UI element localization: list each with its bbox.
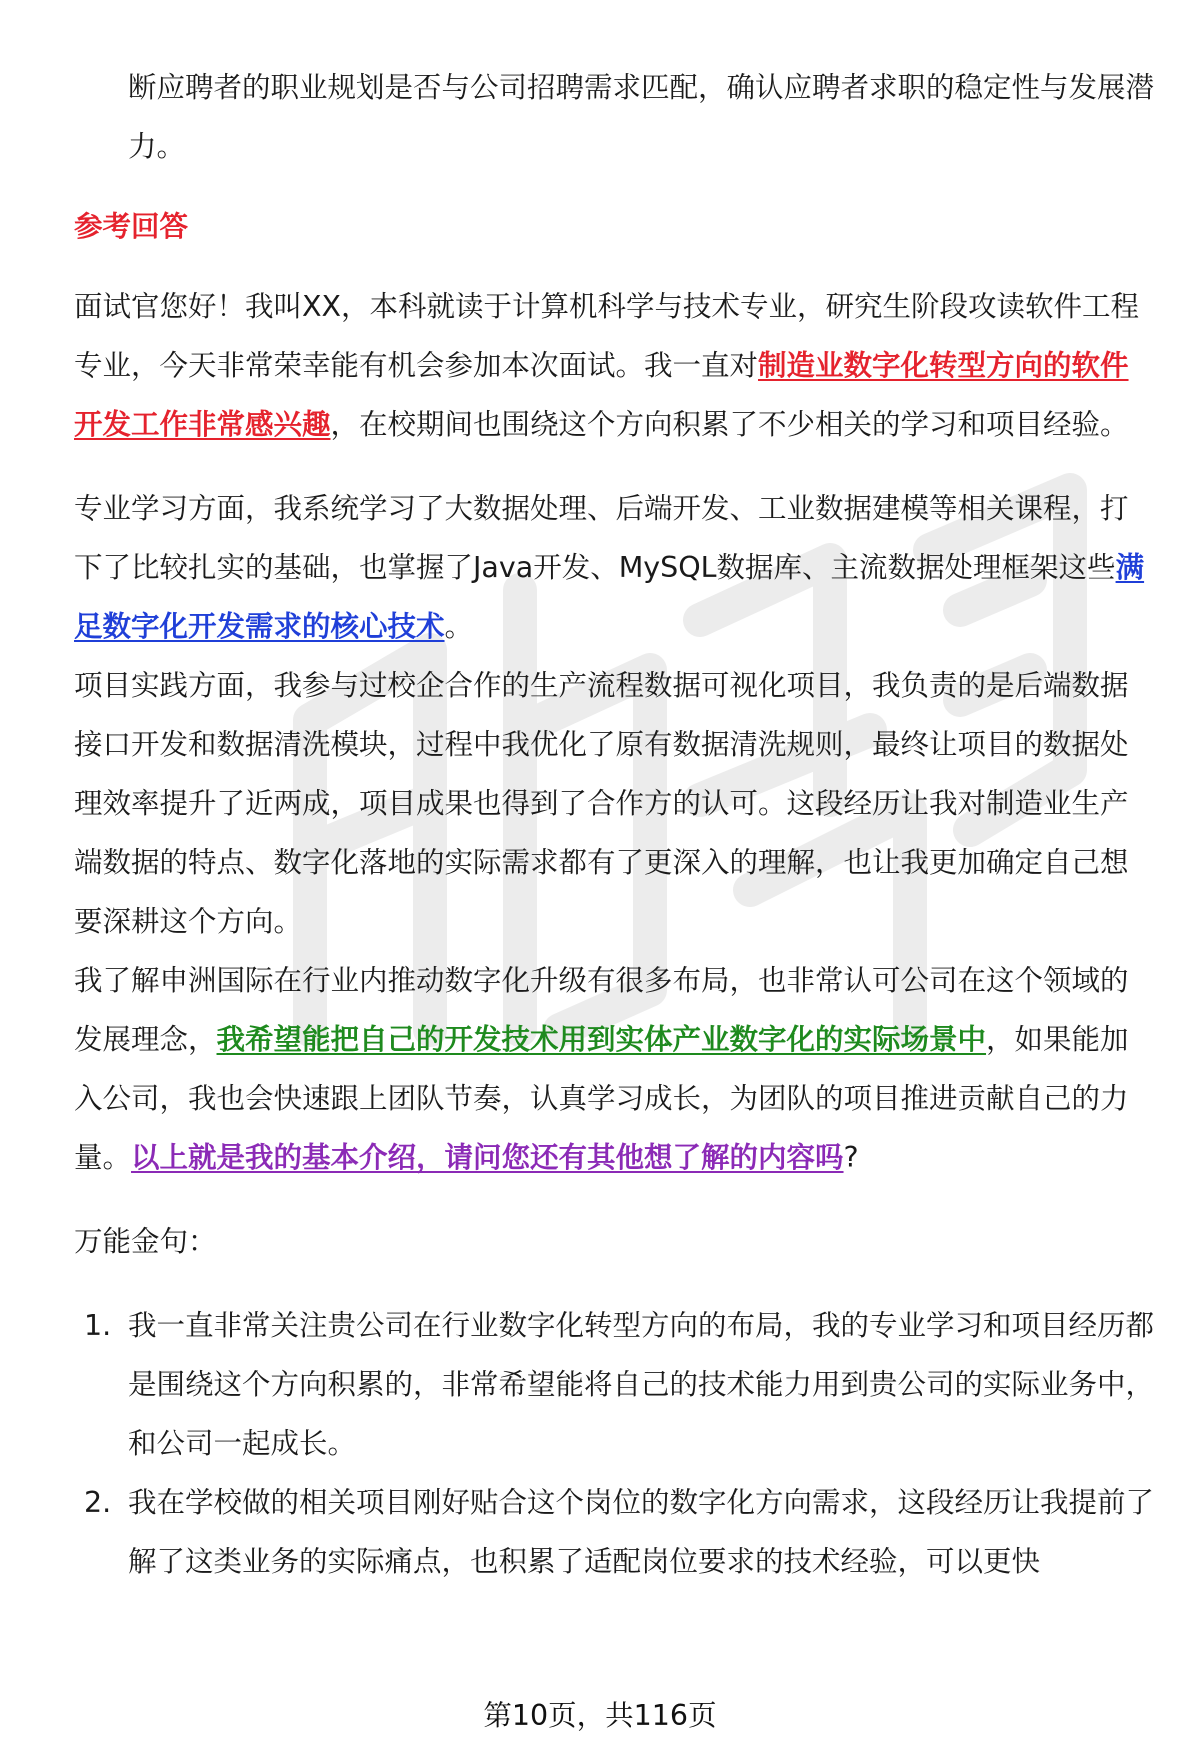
paragraph-introduction-text: 面试官您好！我叫XX，本科就读于计算机科学与技术专业，研究生阶段攻读软件工程专业，今天非常荣幸能有机会参加本次面试。我一直对 [74,290,1140,382]
paragraph-project: 项目实践方面，我参与过校企合作的生产流程数据可视化项目，我负责的是后端数据接口开发和数据清洗模块，过程中我优化了原有数据清洗规则，最终让项目的数据处理效率提升了近两成，项目成果也得到了合作方的认可。这段经历让我对制造业生产端数据的特点、数字化落地的实际需求都有了更深入的理解，也让我更加确定自己想要深耕这个方向。 [74,669,1129,938]
highlight-core-tech-blue: 满足数字化开发需求的核心技术 [74,551,1145,643]
highlight-goal-green: 我希望能把自己的开发技术用到实体产业数字化的实际场景中 [216,1023,987,1056]
paragraph-introduction-tail: ，在校期间也围绕这个方向积累了不少相关的学习和项目经验。 [330,408,1129,441]
paragraph-study [74,479,1154,656]
reference-heading: 参考回答 [74,210,189,243]
paragraph-study-text: 专业学习方面，我系统学习了大数据处理、后端开发、工业数据建模等相关课程，打下了比较扎实的基础，也掌握了Java开发、MySQL数据库、主流数据处理框架这些 [74,492,1129,584]
golden-sentences-title: 万能金句： [74,1225,217,1258]
paragraph-company-text: 我了解申洲国际在行业内推动数字化升级有很多布局，也非常认可公司在这个领域的发展理念， [74,964,1129,1056]
page-footer: 第10页，共116页 [483,1699,717,1732]
list-item [74,1473,1154,1591]
highlight-interest-red: 制造业数字化转型方向的软件开发工作非常感兴趣 [74,349,1129,441]
list-item [74,1296,1154,1473]
list-item-number: 2. [84,1486,112,1519]
paragraph-company [74,951,1154,1187]
paragraph-introduction [74,277,1154,454]
highlight-closing-purple: 以上就是我的基本介绍，请问您还有其他想了解的内容吗 [131,1141,844,1174]
golden-sentences-list [74,1296,1154,1591]
paragraph-company-tail: ? [843,1141,859,1174]
list-item-number: 1. [84,1309,112,1342]
intro-continuation: 断应聘者的职业规划是否与公司招聘需求匹配，确认应聘者求职的稳定性与发展潜力。 [128,71,1155,163]
list-item-text: 我在学校做的相关项目刚好贴合这个岗位的数字化方向需求，这段经历让我提前了解了这类业务的实际痛点，也积累了适配岗位要求的技术经验，可以更快 [128,1486,1155,1578]
paragraph-study-tail: 。 [444,610,474,643]
paragraph-company-middle: ，如果能加入公司，我也会快速跟上团队节奏，认真学习成长，为团队的项目推进贡献自己的力量。 [74,1023,1129,1174]
document-body [74,58,1154,1591]
list-item-text: 我一直非常关注贵公司在行业数字化转型方向的布局，我的专业学习和项目经历都是围绕这个方向积累的，非常希望能将自己的技术能力用到贵公司的实际业务中，和公司一起成长。 [128,1309,1155,1460]
